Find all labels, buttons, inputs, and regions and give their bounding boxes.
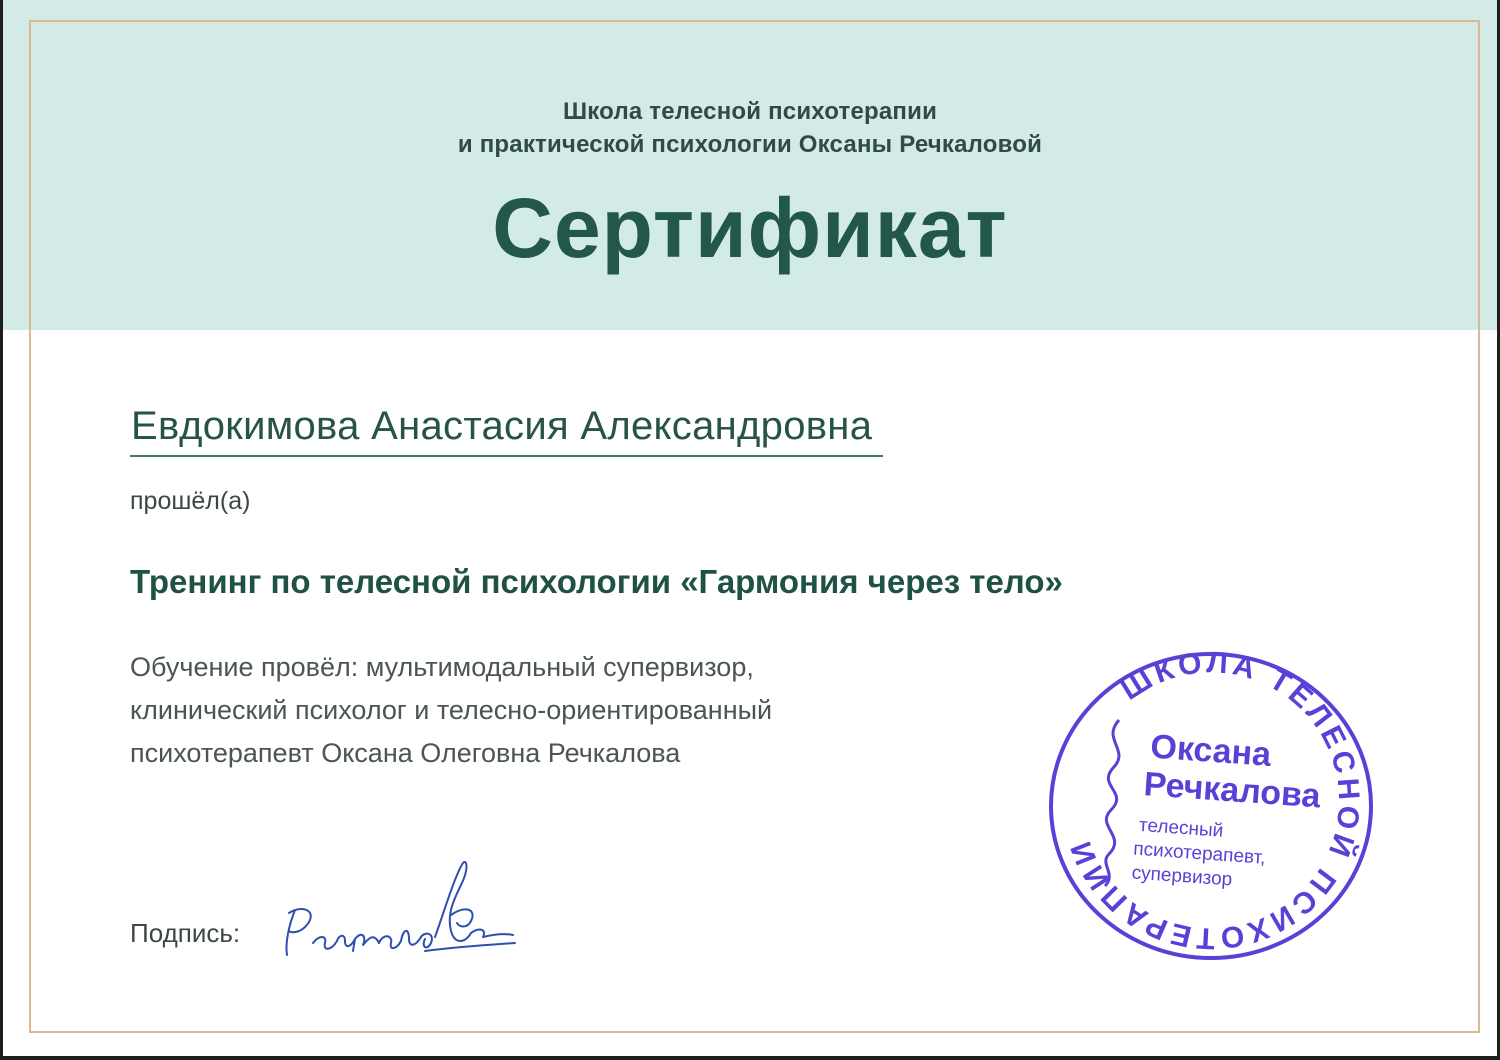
school-name-line-1: Школа телесной психотерапии [562, 98, 938, 125]
teacher-line-2: клинический психолог и телесно-ориентированный [130, 695, 773, 725]
teacher-description [130, 646, 910, 775]
stamp-name-line-2: Речкалова [1142, 765, 1322, 816]
stamp-seal [1043, 640, 1383, 960]
stamp-role-line-2: психотерапевт, [1132, 838, 1267, 869]
handwritten-signature [275, 855, 525, 975]
school-name [3, 95, 1497, 161]
stamp-name-line-1: Оксана [1149, 727, 1273, 774]
certificate-title: Сертификат [492, 181, 1008, 275]
recipient-name: Евдокимова Анастасия Александровна [131, 404, 873, 448]
signature-label: Подпись: [130, 918, 241, 948]
stamp-role-line-3: супервизор [1130, 862, 1233, 891]
school-name-line-2: и практической психологии Оксаны Речкаловой [457, 131, 1043, 158]
passed-label: прошёл(а) [130, 487, 251, 515]
stamp-role-line-1: телесный [1138, 814, 1224, 842]
teacher-line-1: Обучение провёл: мультимодальный супервизор, [130, 652, 754, 682]
name-underline [130, 455, 883, 457]
course-title: Тренинг по телесной психологии «Гармония через тело» [130, 563, 1063, 600]
svg-text:ШКОЛА ТЕЛЕСНОЙ ПСИХОТЕРАПИИ: ШКОЛА ТЕЛЕСНОЙ ПСИХОТЕРАПИИ [1063, 646, 1366, 955]
teacher-line-3: психотерапевт Оксана Олеговна Речкалова [130, 738, 681, 768]
certificate-sheet [3, 0, 1497, 1056]
